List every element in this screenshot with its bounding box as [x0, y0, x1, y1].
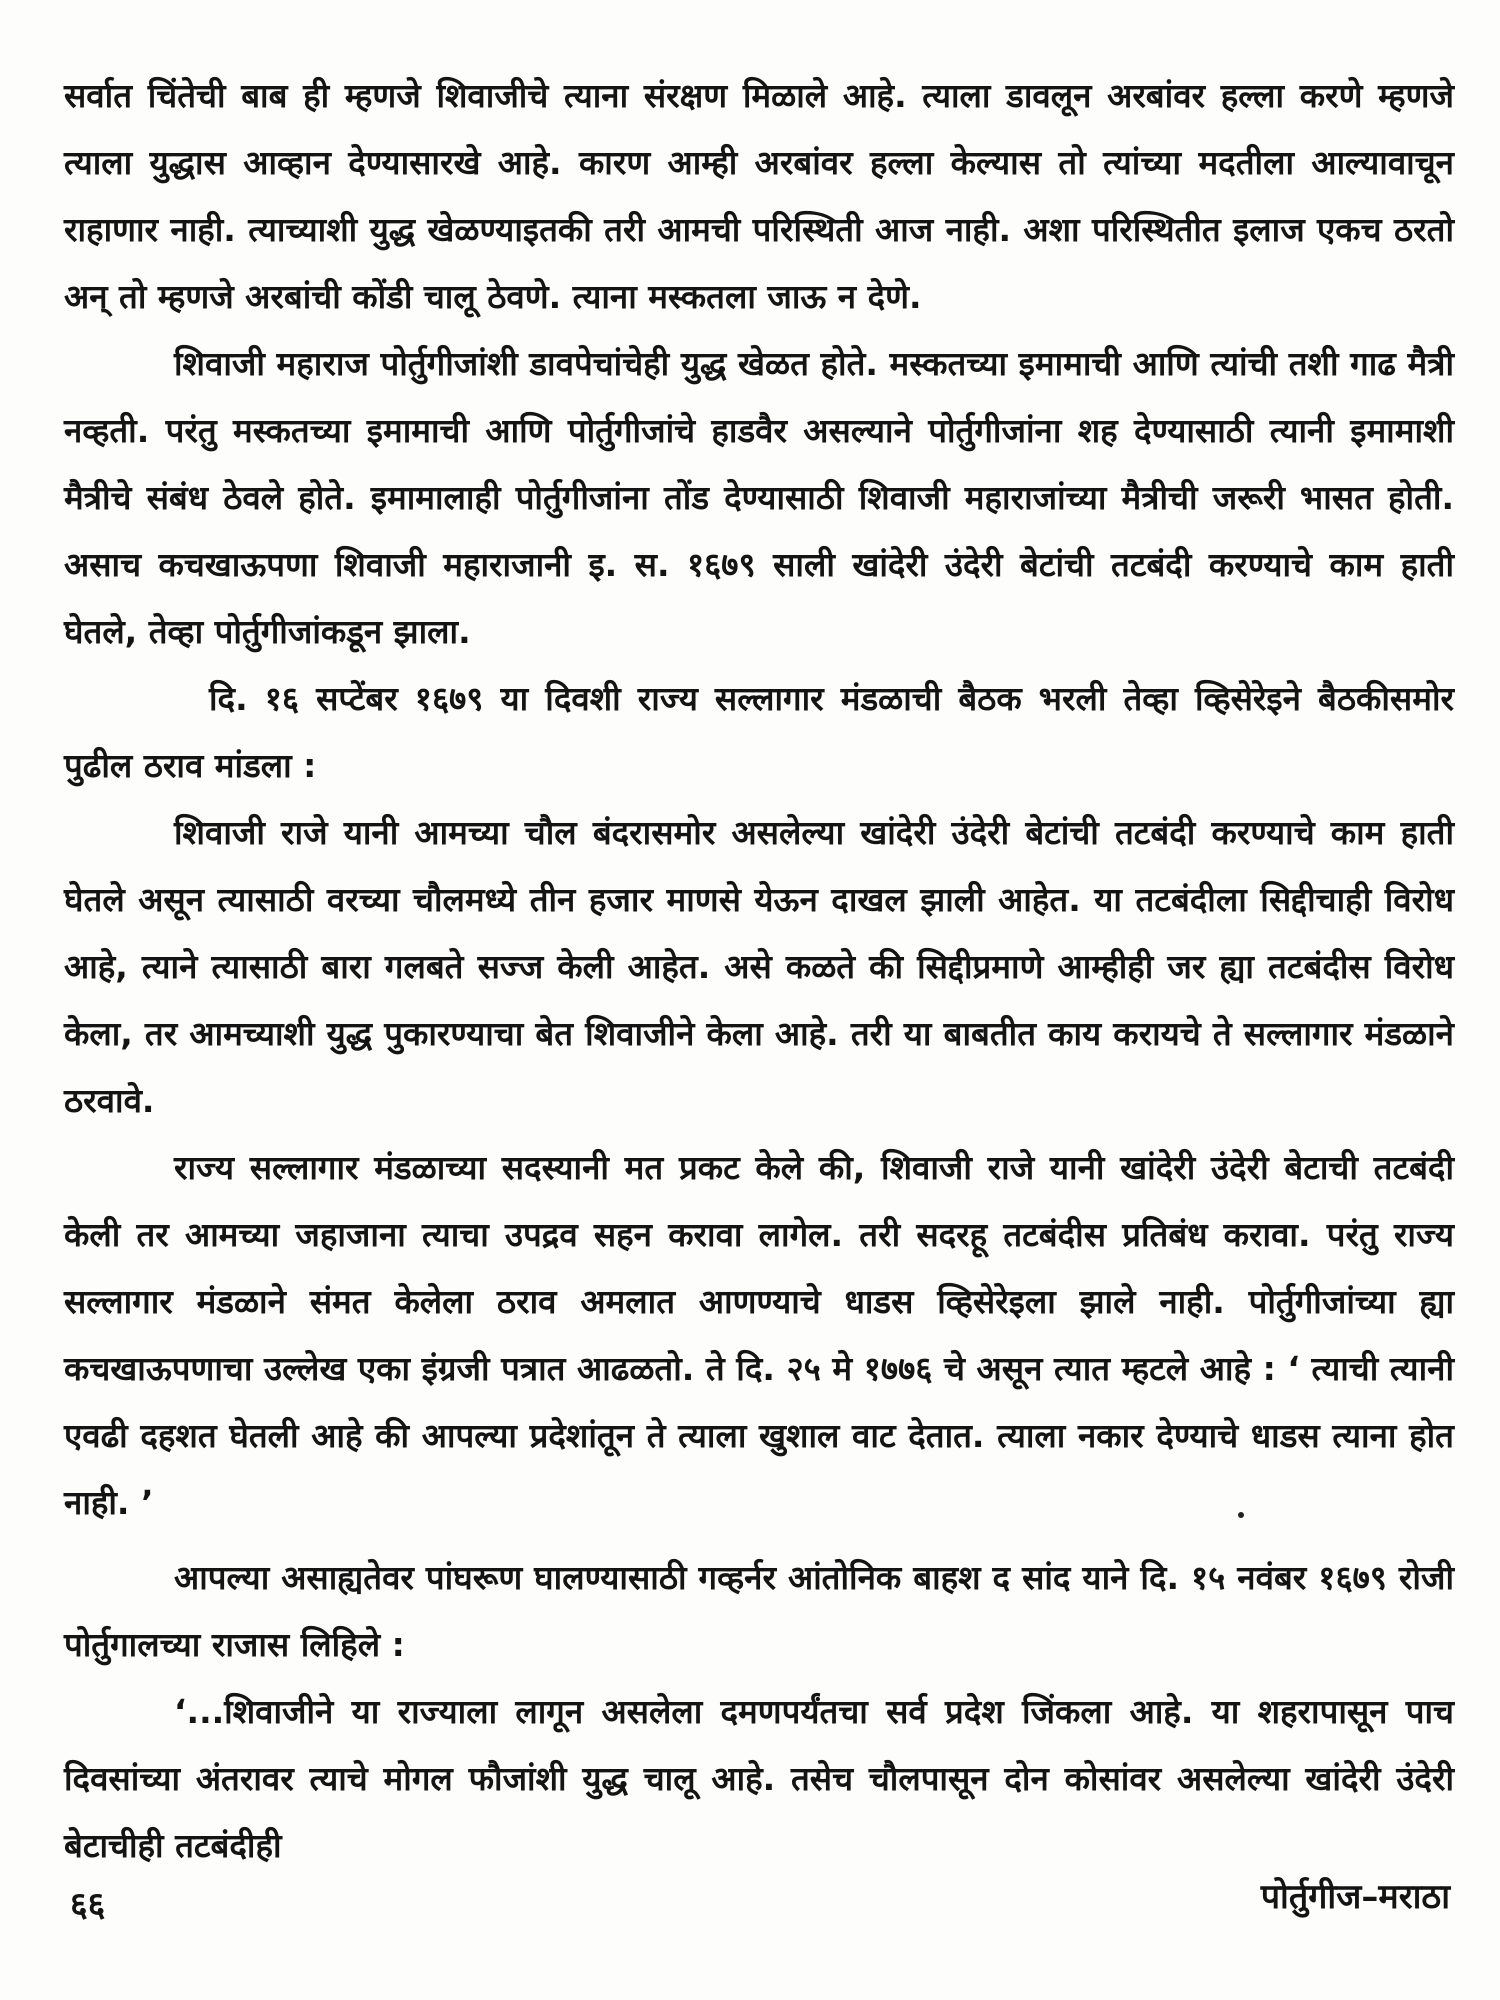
- paragraph-council-opinion: राज्य सल्लागार मंडळाच्या सदस्यानी मत प्रकट केले की, शिवाजी राजे यानी खांदेरी उंदेरी बेटाची तटबंदी केली तर आमच्या जहाजाना त्याचा उपद्रव सहन करावा लागेल. तरी सदरहू तटबंदीस प्रतिबंध करावा. परंतु राज्य सल्लागार मंडळाने संमत केलेला ठराव अमलात आणण्याचे धाडस व्हिसेरेइला झाले नाही. पोर्तुगीजांच्या ह्या कचखाऊपणाचा उल्लेख एका इंग्रजी पत्रात आढळतो. ते दि. २५ मे १७७६ चे असून त्यात म्हटले आहे : ‘ त्याची त्यानी एवढी दहशत घेतली आहे की आपल्या प्रदेशांतून ते त्याला खुशाल वाट देतात. त्याला नकार देण्याचे धाडस त्याना होत नाही. ’: [64, 1148, 1454, 1522]
- page-footer: [70, 1877, 1450, 1930]
- paragraph-letter-quote: ‘...शिवाजीने या राज्याला लागून असलेला दमणपर्यंतचा सर्व प्रदेश जिंकला आहे. या शहरापासून पाच दिवसांच्या अंतरावर त्याचे मोगल फौजांशी युद्ध चालू आहे. तसेच चौलपासून दोन कोसांवर असलेल्या खांदेरी उंदेरी बेटाचीही तटबंदीही: [64, 1692, 1454, 1865]
- body-text: [64, 62, 1454, 1879]
- paragraph-arab-threat: सर्वात चिंतेची बाब ही म्हणजे शिवाजीचे त्याना संरक्षण मिळाले आहे. त्याला डावलून अरबांवर हल्ला करणे म्हणजे त्याला युद्धास आव्हान देण्यासारखे आहे. कारण आम्ही अरबांवर हल्ला केल्यास तो त्यांच्या मदतीला आल्यावाचून राहाणार नाही. त्याच्याशी युद्ध खेळण्याइतकी तरी आमची परिस्थिती आज नाही. अशा परिस्थितीत इलाज एकच ठरतो अन् तो म्हणजे अरबांची कोंडी चालू ठेवणे. त्याना मस्कतला जाऊ न देणे.: [64, 76, 1454, 316]
- paragraph-council-meeting: दि. १६ सप्टेंबर १६७९ या दिवशी राज्य सल्लागार मंडळाची बैठक भरली तेव्हा व्हिसेरेइने बैठकीसमोर पुढील ठराव मांडला :: [64, 679, 1454, 785]
- ink-speck: [1238, 1512, 1244, 1518]
- paragraph-governor-letter-intro: आपल्या असाह्यतेवर पांघरूण घालण्यासाठी गव्हर्नर आंतोनिक बाहश द सांद याने दि. १५ नवंबर १६७९ रोजी पोर्तुगालच्या राजास लिहिले :: [64, 1558, 1454, 1664]
- paragraph-resolution: शिवाजी राजे यानी आमच्या चौल बंदरासमोर असलेल्या खांदेरी उंदेरी बेटांची तटबंदी करण्याचे काम हाती घेतले असून त्यासाठी वरच्या चौलमध्ये तीन हजार माणसे येऊन दाखल झाली आहेत. या तटबंदीला सिद्दीचाही विरोध आहे, त्याने त्यासाठी बारा गलबते सज्ज केली आहेत. असे कळते की सिद्दीप्रमाणे आम्हीही जर ह्या तटबंदीस विरोध केला, तर आमच्याशी युद्ध पुकारण्याचा बेत शिवाजीने केला आहे. तरी या बाबतीत काय करायचे ते सल्लागार मंडळाने ठरवावे.: [64, 813, 1454, 1120]
- paragraph-diplomacy: शिवाजी महाराज पोर्तुगीजांशी डावपेचांचेही युद्ध खेळत होते. मस्कतच्या इमामाची आणि त्यांची तशी गाढ मैत्री नव्हती. परंतु मस्कतच्या इमामाची आणि पोर्तुगीजांचे हाडवैर असल्याने पोर्तुगीजांना शह देण्यासाठी त्यानी इमामाशी मैत्रीचे संबंध ठेवले होते. इमामालाही पोर्तुगीजांना तोंड देण्यासाठी शिवाजी महाराजांच्या मैत्रीची जरूरी भासत होती. असाच कचखाऊपणा शिवाजी महाराजानी इ. स. १६७९ साली खांदेरी उंदेरी बेटांची तटबंदी करण्याचे काम हाती घेतले, तेव्हा पोर्तुगीजांकडून झाला.: [64, 344, 1454, 651]
- page-number: ६६: [70, 1885, 106, 1925]
- running-title: पोर्तुगीज–मराठा: [1260, 1877, 1450, 1917]
